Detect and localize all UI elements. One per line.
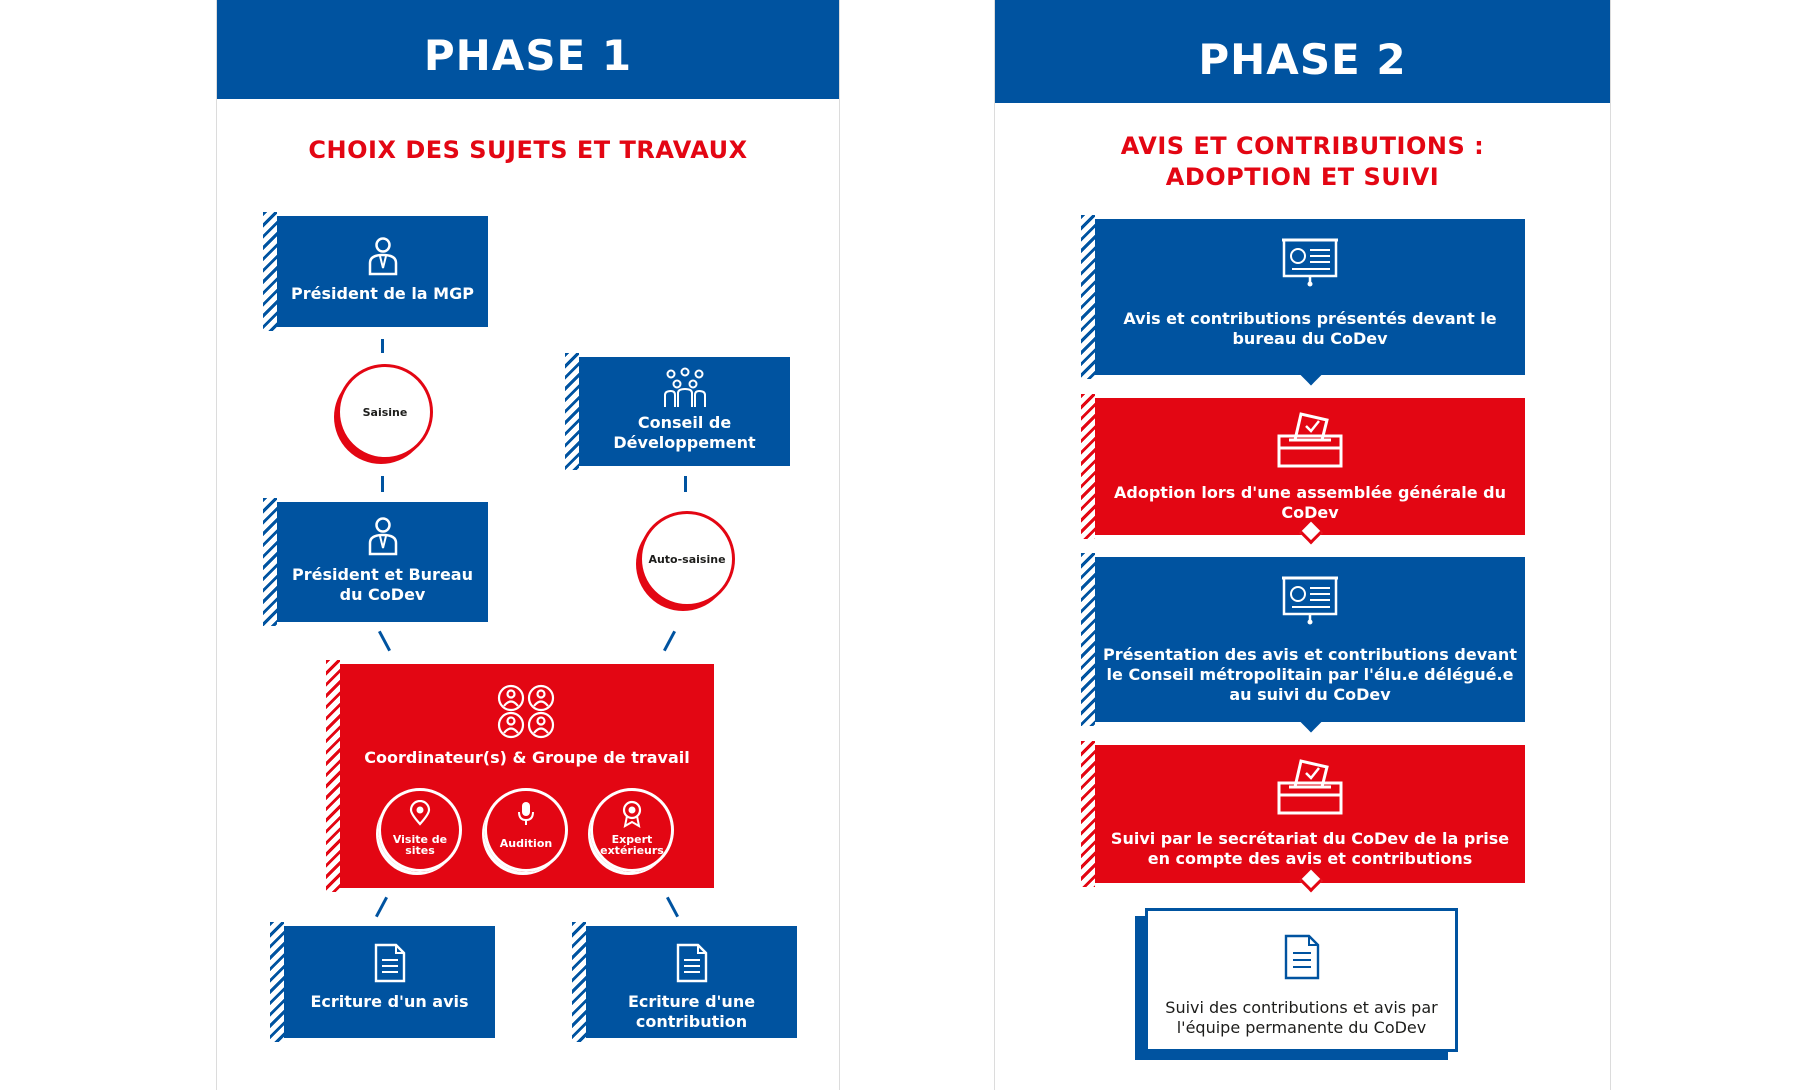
step-conseil-metropolitain-box [1095, 557, 1525, 722]
phase-2-subtitle-line-1: AVIS ET CONTRIBUTIONS : [1120, 132, 1485, 160]
president-mgp-box [277, 216, 488, 327]
location-pin-icon [409, 800, 431, 826]
audition-circle [484, 788, 568, 872]
president-mgp-label: Président de la MGP [291, 284, 474, 303]
step-secretariat-box [1095, 745, 1525, 883]
ballot-box-icon [1275, 410, 1345, 468]
person-icon [367, 516, 399, 556]
auto-saisine-circle [639, 511, 735, 607]
connector [381, 476, 384, 492]
phase-2-title: PHASE 2 [995, 0, 1610, 103]
ballot-box-icon [1275, 757, 1345, 815]
phase-2-subtitle-line-2: ADOPTION ET SUIVI [1165, 163, 1440, 191]
step-adoption-label: Adoption lors d'une assemblée générale du CoDev [1114, 483, 1506, 522]
presentation-board-icon [1280, 575, 1340, 625]
phase-1-title: PHASE 1 [217, 0, 839, 99]
step-conseil-metropolitain-label: Présentation des avis et contributions devant le Conseil métropolitain par l'élu.e délégué.e au suivi du CoDev [1103, 645, 1517, 704]
audition-label: Audition [499, 837, 553, 850]
connector [378, 631, 391, 652]
president-bureau-label: Président et Bureau du CoDev [292, 565, 473, 604]
expert-exterieurs-label: Expert extérieurs [600, 833, 664, 857]
conseil-developpement-box [579, 357, 790, 466]
award-ribbon-icon [621, 800, 643, 828]
group-people-icon [662, 367, 708, 409]
phase-2-panel [994, 0, 1611, 1090]
work-group-icon [496, 684, 558, 740]
president-bureau-box [277, 502, 488, 622]
connector [666, 897, 679, 918]
coordinateurs-box [340, 664, 714, 888]
phase-1-panel [216, 0, 840, 1090]
ecriture-avis-label: Ecriture d'un avis [310, 992, 469, 1011]
document-icon [675, 942, 709, 984]
step-equipe-permanente-box [1145, 908, 1458, 1052]
document-icon [1282, 933, 1322, 981]
step-bureau-box [1095, 219, 1525, 375]
connector [375, 897, 388, 918]
connector [684, 476, 687, 492]
step-equipe-permanente-label: Suivi des contributions et avis par l'équipe permanente du CoDev [1165, 998, 1438, 1037]
step-bureau-label: Avis et contributions présentés devant le bureau du CoDev [1123, 309, 1497, 348]
ecriture-avis-box [284, 926, 495, 1038]
connector [381, 339, 384, 353]
expert-exterieurs-circle [590, 788, 674, 872]
connector [663, 631, 676, 652]
presentation-board-icon [1280, 237, 1340, 287]
ecriture-contribution-box [586, 926, 797, 1038]
visite-de-sites-label: Visite de sites [392, 833, 448, 857]
conseil-developpement-label: Conseil de Développement [613, 413, 756, 452]
step-secretariat-label: Suivi par le secrétariat du CoDev de la prise en compte des avis et contributions [1110, 829, 1510, 868]
coordinateurs-label: Coordinateur(s) & Groupe de travail [364, 748, 690, 767]
saisine-circle [337, 364, 433, 460]
microphone-icon [516, 800, 536, 828]
saisine-label: Saisine [362, 405, 408, 419]
step-adoption-box [1095, 398, 1525, 535]
auto-saisine-label: Auto-saisine [648, 552, 726, 566]
person-icon [367, 236, 399, 276]
phase-1-subtitle: CHOIX DES SUJETS ET TRAVAUX [308, 136, 748, 164]
document-icon [373, 942, 407, 984]
visite-de-sites-circle [378, 788, 462, 872]
ecriture-contribution-label: Ecriture d'une contribution [627, 992, 756, 1031]
